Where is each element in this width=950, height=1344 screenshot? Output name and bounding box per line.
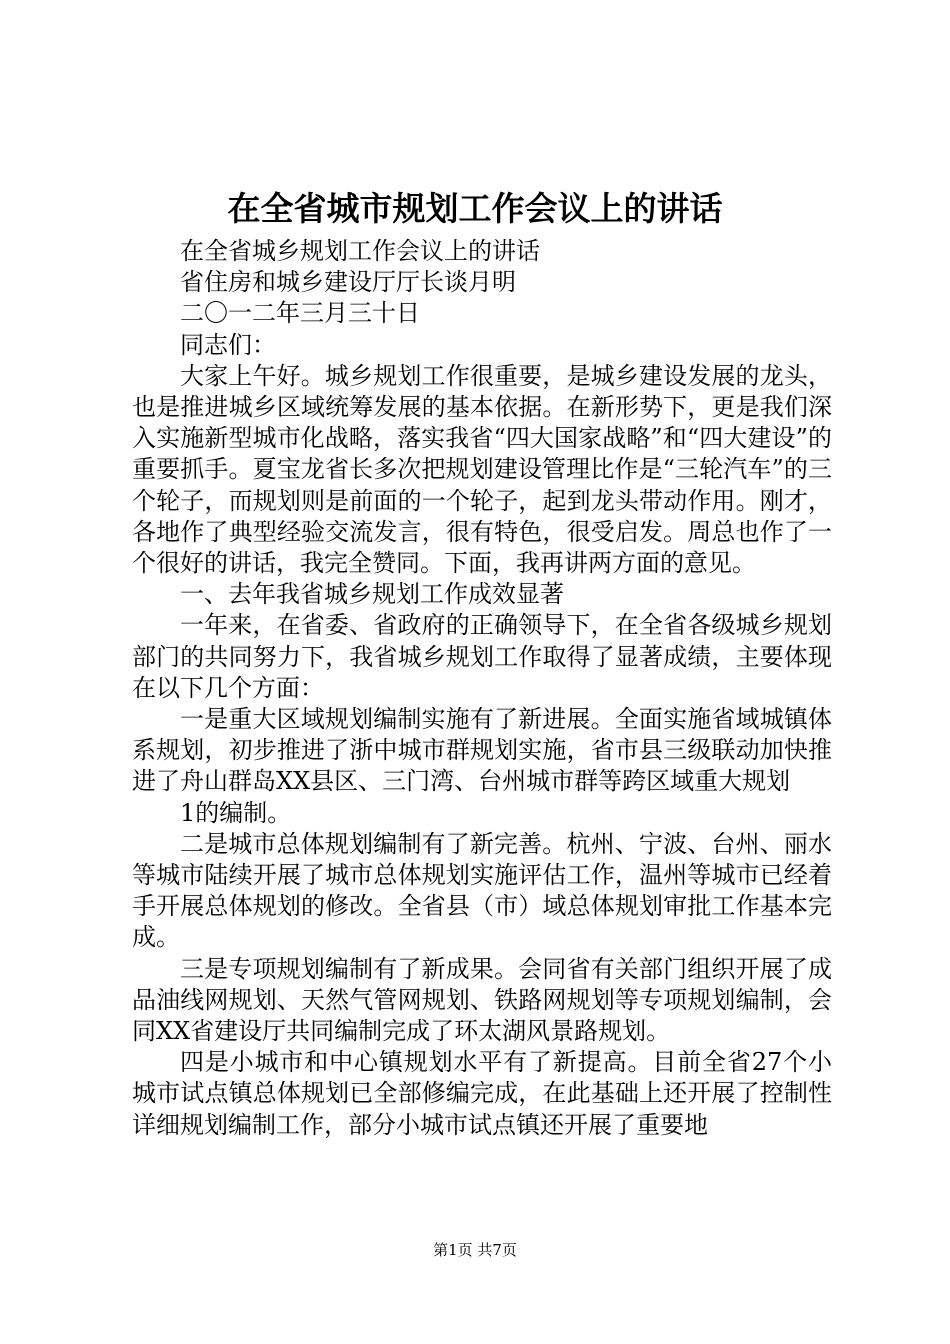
section-heading: 一、去年我省城乡规划工作成效显著 (180, 580, 564, 609)
paragraph-point-three: 三是专项规划编制有了新成果。会同省有关部门组织开展了成品油线网规划、天然气管网规划、铁路网规划等专项规划编制，会同XX省建设厅共同编制完成了环太湖风景路规划。 (132, 954, 832, 1046)
paragraph-point-four: 四是小城市和中心镇规划水平有了新提高。目前全省27个小城市试点镇总体规划已全部修编完成，在此基础上还开展了控制性详细规划编制工作，部分小城市试点镇还开展了重要地 (132, 1048, 832, 1139)
page-footer: 第1页 共7页 (433, 1241, 517, 1259)
document-body (132, 236, 832, 1141)
paragraph-point-one: 一是重大区域规划编制实施有了新进展。全面实施省域城镇体系规划，初步推进了浙中城市群规划实施，省市县三级联动加快推进了舟山群岛XX县区、三门湾、台州城市群等跨区域重大规划 (132, 705, 832, 796)
paragraph-summary: 一年来，在省委、省政府的正确领导下，在全省各级城乡规划部门的共同努力下，我省城乡规划工作取得了显著成绩，主要体现在以下几个方面： (132, 611, 832, 702)
document-title: 在全省城市规划工作会议上的讲话 (227, 189, 723, 228)
paragraph-opening: 大家上午好。城乡规划工作很重要，是城乡建设发展的龙头，也是推进城乡区域统筹发展的基本依据。在新形势下，更是我们深入实施新型城市化战略，落实我省“四大国家战略”和“四大建设”的重要抓手。夏宝龙省长多次把规划建设管理比作是“三轮汽车”的三个轮子，而规划则是前面的一个轮子，起到龙头带动作用。刚才，各地作了典型经验交流发言，很有特色，很受启发。周总也作了一个很好的讲话，我完全赞同。下面，我再讲两方面的意见。 (132, 361, 832, 578)
paragraph-subtitle: 在全省城乡规划工作会议上的讲话 (180, 237, 540, 265)
paragraph-author: 省住房和城乡建设厅厅长谈月明 (180, 268, 516, 297)
paragraph-point-two: 二是城市总体规划编制有了新完善。杭州、宁波、台州、丽水等城市陆续开展了城市总体规划实施评估工作，温州等城市已经着手开展总体规划的修改。全省县（市）域总体规划审批工作基本完成。 (132, 829, 832, 952)
paragraph-point-one-continued: 1的编制。 (180, 798, 292, 827)
paragraph-salutation: 同志们： (180, 330, 276, 359)
paragraph-date: 二〇一二年三月三十日 (180, 299, 420, 328)
